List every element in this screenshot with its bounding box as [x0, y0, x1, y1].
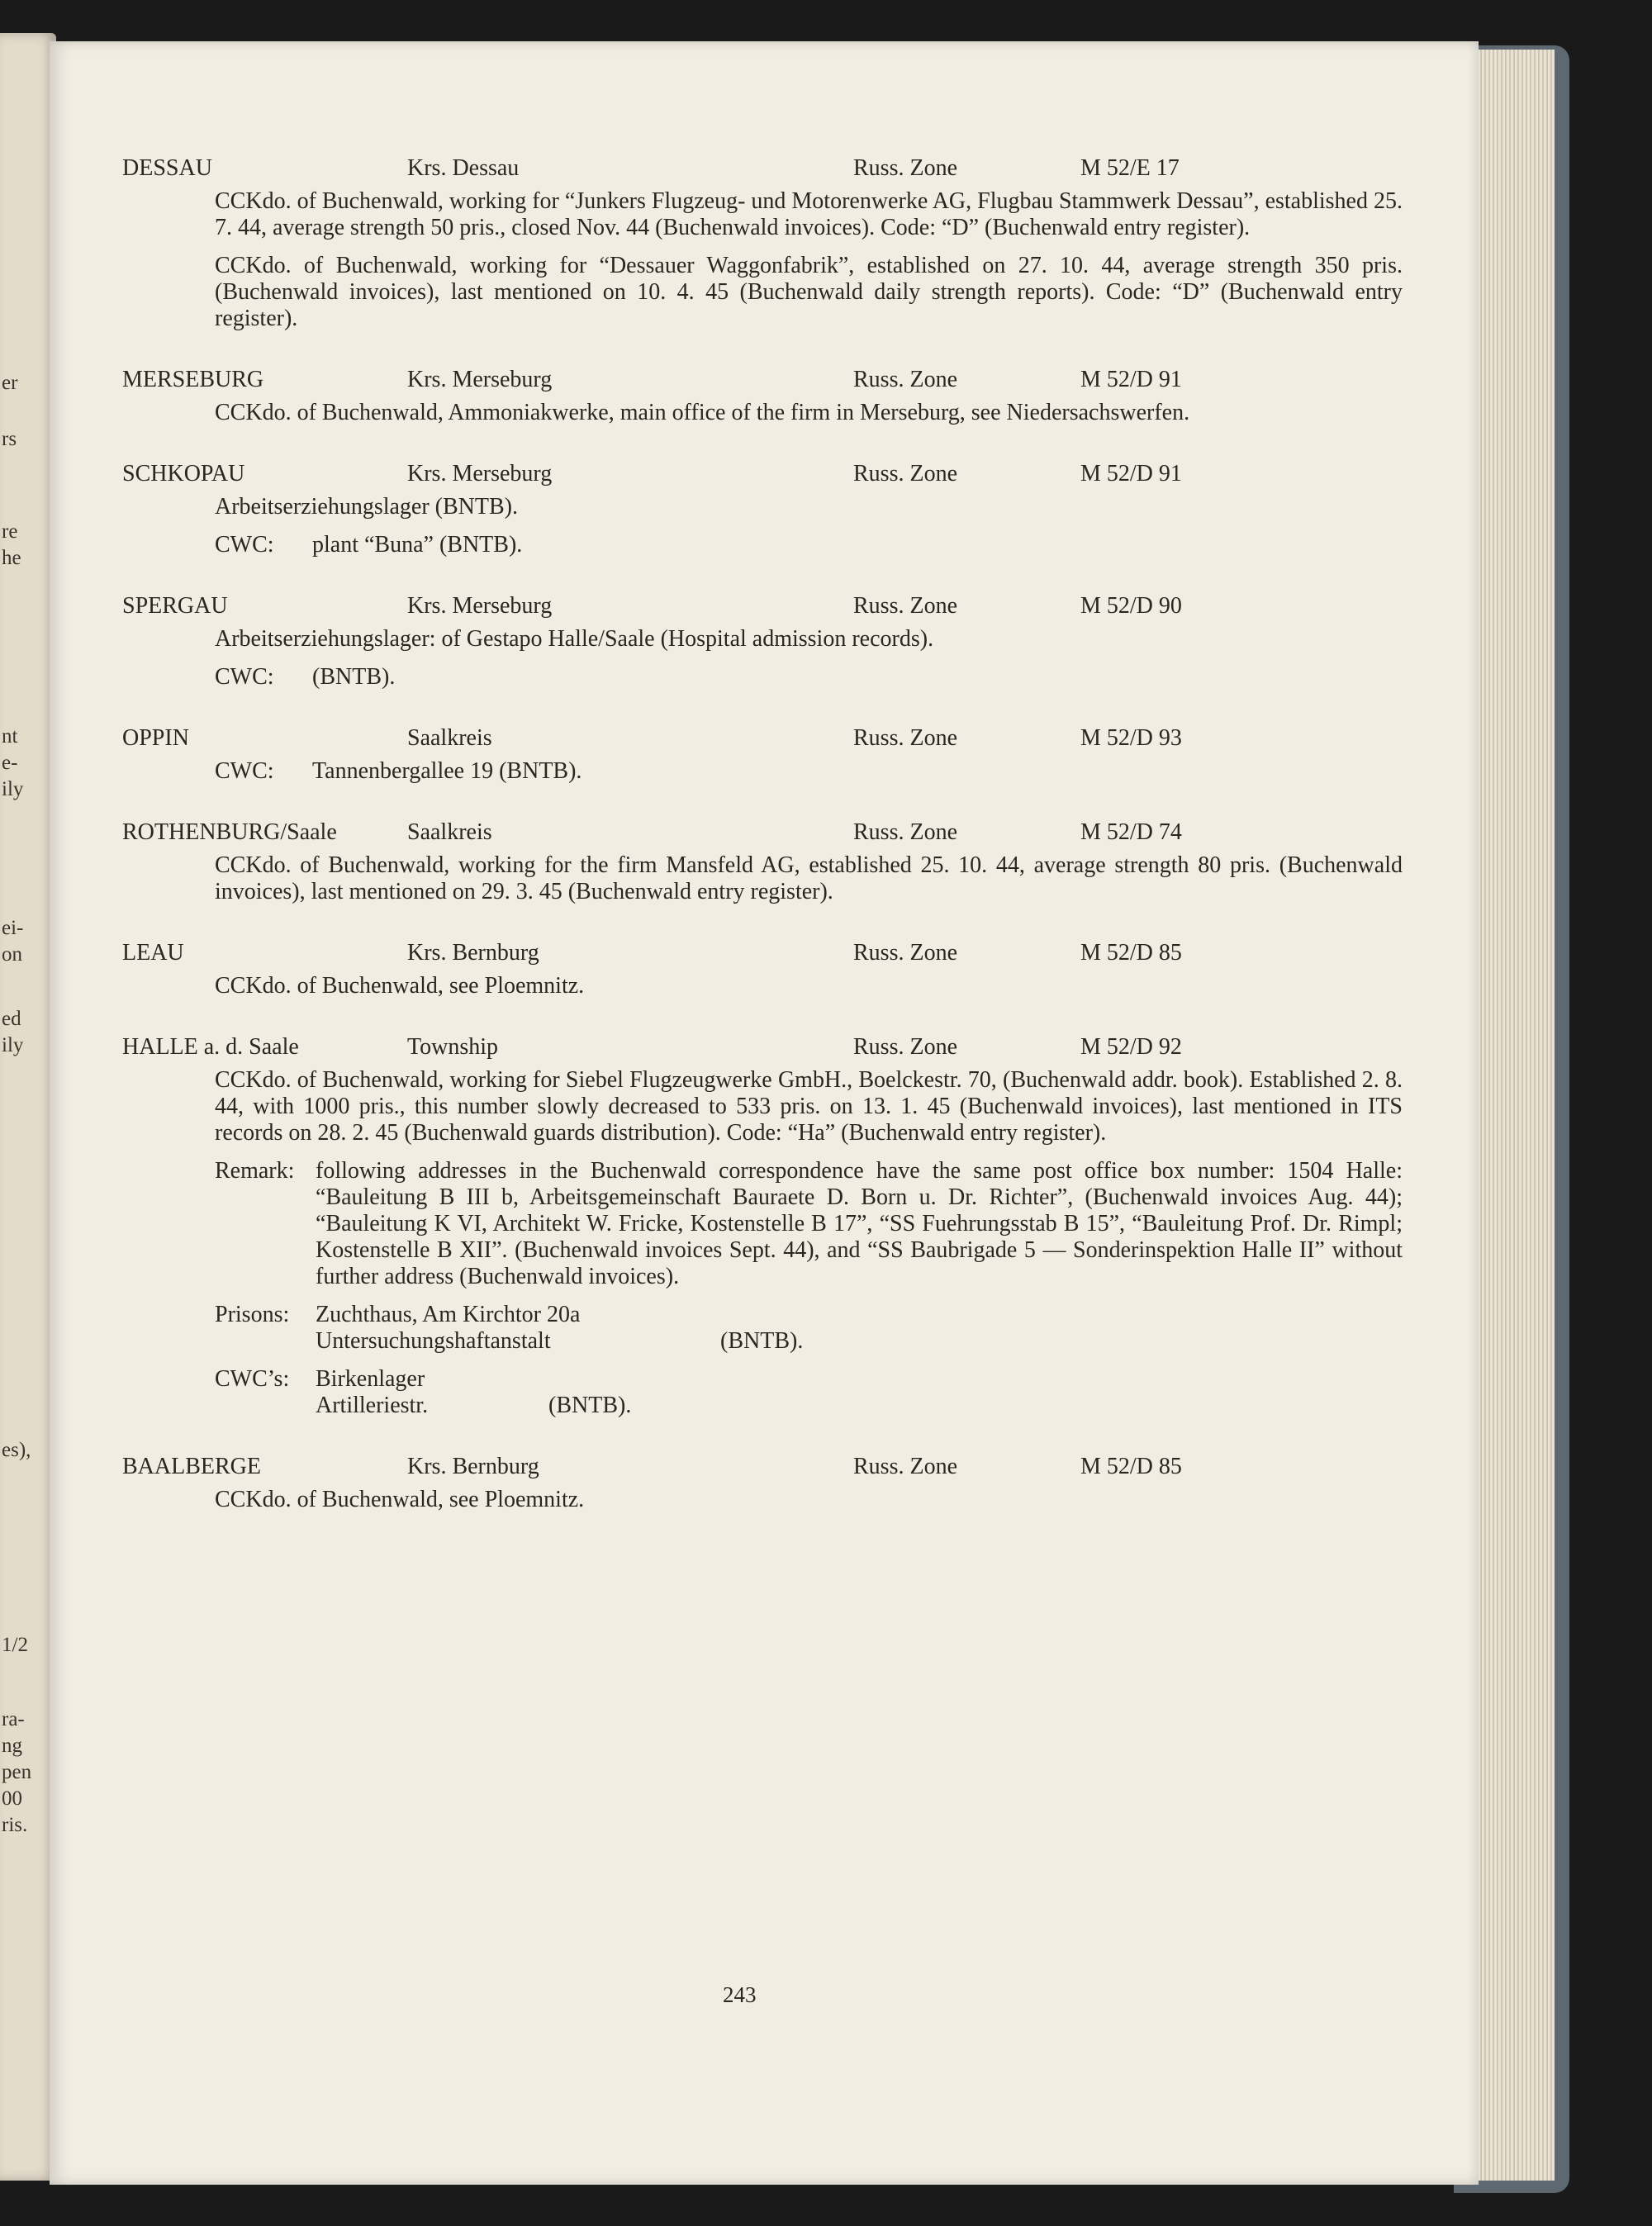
map-reference: M 52/D 91 [1080, 367, 1182, 392]
entry-merseburg [122, 367, 1403, 426]
entry-header [122, 367, 1403, 400]
place-name: OPPIN [122, 725, 189, 751]
zone: Russ. Zone [853, 593, 957, 619]
prev-page-fragment: 00 [2, 1787, 22, 1810]
prev-page-fragment: pen [2, 1761, 32, 1783]
entry-dessau [122, 155, 1403, 332]
prev-page-fragment: ed [2, 1008, 21, 1030]
prev-page-fragment: nt [2, 725, 18, 748]
entry-baalberge [122, 1454, 1403, 1513]
zone: Russ. Zone [853, 725, 957, 751]
remark-text: following addresses in the Buchenwald correspondence have the same post office box number: 1504 Halle: “Bauleitung B III b, Arbeitsgemeinschaft Bauraete D. Born u. Dr. Richter”, (Buchenwald invoices Aug. 44); “Bauleitung K VI, Architekt W. Fricke, Kostenstelle B 17”, “SS Fuehrungsstab B 15”, “Bauleitung Prof. Dr. Rimpl; Kostenstelle B XII”. (Buchenwald invoices Sept. 44), and “SS Baubrigade 5 — Sonderinspektion Halle II” without further address (Buchenwald invoices). [316, 1158, 1403, 1289]
entry-header [122, 940, 1403, 973]
entry-header [122, 593, 1403, 626]
map-reference: M 52/D 90 [1080, 593, 1182, 619]
district: Krs. Merseburg [407, 367, 553, 392]
district: Krs. Merseburg [407, 461, 553, 486]
entry-header [122, 155, 1403, 188]
prev-page-fragment: 1/2 [2, 1634, 28, 1656]
place-name: MERSEBURG [122, 367, 264, 392]
cwc-item: Birkenlager [316, 1366, 425, 1392]
map-reference: M 52/D 85 [1080, 1454, 1182, 1479]
page-number: 243 [723, 1982, 757, 2007]
zone: Russ. Zone [853, 367, 957, 392]
prev-page-fragment: er [2, 372, 18, 394]
entry-rothenburg [122, 819, 1403, 905]
place-name: LEAU [122, 940, 184, 966]
prev-page-fragment: rs [2, 428, 17, 450]
place-name: HALLE a. d. Saale [122, 1034, 299, 1060]
prev-page-fragment: ei- [2, 917, 24, 939]
prev-page-fragment: es), [2, 1439, 31, 1461]
entry-text: plant “Buna” (BNTB). [312, 532, 523, 558]
map-reference: M 52/E 17 [1080, 155, 1180, 181]
page-edges [1472, 50, 1555, 2181]
prison-item: Untersuchungshaftanstalt [316, 1328, 551, 1354]
district: Krs. Bernburg [407, 1454, 539, 1479]
place-name: SPERGAU [122, 593, 228, 619]
map-reference: M 52/D 93 [1080, 725, 1182, 751]
prev-page-fragment: re [2, 520, 18, 543]
prev-page-fragment: ng [2, 1735, 22, 1757]
entry-halle [122, 1034, 1403, 1419]
entry-label: CWC: [215, 532, 274, 558]
remark-label: Remark: [215, 1158, 295, 1184]
entry-leau [122, 940, 1403, 999]
cwc-item: Artilleriestr. [316, 1393, 429, 1418]
entry-paragraph: CCKdo. of Buchenwald, working for “Junkers Flugzeug- und Motorenwerke AG, Flugbau Stammwerk Dessau”, established 25. 7. 44, average strength 50 pris., closed Nov. 44 (Buchenwald invoices). Code: “D” (Buchenwald entry register). [215, 188, 1403, 240]
cwcs-source: (BNTB). [548, 1393, 632, 1418]
map-reference: M 52/D 92 [1080, 1034, 1182, 1060]
map-reference: M 52/D 91 [1080, 461, 1182, 486]
previous-page-edge [0, 33, 56, 2181]
prison-item: Zuchthaus, Am Kirchtor 20a [316, 1302, 581, 1327]
map-reference: M 52/D 74 [1080, 819, 1182, 845]
entry-label: CWC: [215, 758, 274, 784]
prev-page-fragment: ily [2, 1034, 24, 1056]
prev-page-fragment: on [2, 943, 22, 966]
entry-line: Arbeitserziehungslager (BNTB). [215, 494, 518, 520]
district: Krs. Bernburg [407, 940, 539, 966]
district: Krs. Merseburg [407, 593, 553, 619]
entry-label: CWC: [215, 664, 274, 690]
entry-text: Tannenbergallee 19 (BNTB). [312, 758, 582, 784]
zone: Russ. Zone [853, 461, 957, 486]
page-content [122, 155, 1403, 1548]
entry-header [122, 1454, 1403, 1487]
entry-header [122, 461, 1403, 494]
entry-paragraph: CCKdo. of Buchenwald, Ammoniakwerke, main office of the firm in Merseburg, see Niedersachswerfen. [215, 400, 1190, 425]
district: Township [407, 1034, 499, 1060]
book-page [50, 41, 1479, 2185]
entry-paragraph: CCKdo. of Buchenwald, working for the firm Mansfeld AG, established 25. 10. 44, average strength 80 pris. (Buchenwald invoices), last mentioned on 29. 3. 45 (Buchenwald entry register). [215, 852, 1403, 904]
place-name: DESSAU [122, 155, 212, 181]
entry-header [122, 725, 1403, 758]
entry-paragraph: CCKdo. of Buchenwald, working for Siebel Flugzeugwerke GmbH., Boelckestr. 70, (Buchenwald addr. book). Established 2. 8. 44, with 1000 pris., this number slowly decreased to 533 pris. on 13. 1. 45 (Buchenwald invoices), last mentioned in ITS records on 28. 2. 45 (Buchenwald guards distribution). Code: “Ha” (Buchenwald entry register). [215, 1067, 1403, 1146]
entry-paragraph: CCKdo. of Buchenwald, see Ploemnitz. [215, 973, 585, 999]
map-reference: M 52/D 85 [1080, 940, 1182, 966]
zone: Russ. Zone [853, 940, 957, 966]
district: Krs. Dessau [407, 155, 520, 181]
zone: Russ. Zone [853, 155, 957, 181]
entry-schkopau [122, 461, 1403, 558]
prisons-source: (BNTB). [720, 1328, 804, 1354]
entry-header [122, 1034, 1403, 1067]
prisons-label: Prisons: [215, 1302, 290, 1327]
zone: Russ. Zone [853, 1034, 957, 1060]
zone: Russ. Zone [853, 819, 957, 845]
entry-oppin [122, 725, 1403, 785]
entry-paragraph: CCKdo. of Buchenwald, working for “Dessauer Waggonfabrik”, established on 27. 10. 44, average strength 350 pris. (Buchenwald invoices), last mentioned on 10. 4. 45 (Buchenwald daily strength reports). Code: “D” (Buchenwald entry register). [215, 253, 1403, 331]
cwcs-label: CWC’s: [215, 1366, 290, 1392]
zone: Russ. Zone [853, 1454, 957, 1479]
entry-paragraph: CCKdo. of Buchenwald, see Ploemnitz. [215, 1487, 585, 1512]
prev-page-fragment: ris. [2, 1814, 28, 1836]
entry-text: (BNTB). [312, 664, 396, 690]
prev-page-fragment: e- [2, 752, 18, 774]
prev-page-fragment: he [2, 547, 21, 569]
prev-page-fragment: ra- [2, 1708, 25, 1730]
district: Saalkreis [407, 725, 492, 751]
district: Saalkreis [407, 819, 492, 845]
place-name: BAALBERGE [122, 1454, 261, 1479]
entry-spergau [122, 593, 1403, 691]
place-name: SCHKOPAU [122, 461, 245, 486]
prev-page-fragment: ily [2, 778, 24, 800]
entry-line: Arbeitserziehungslager: of Gestapo Halle/Saale (Hospital admission records). [215, 626, 934, 652]
entry-header [122, 819, 1403, 852]
place-name: ROTHENBURG/Saale [122, 819, 337, 845]
